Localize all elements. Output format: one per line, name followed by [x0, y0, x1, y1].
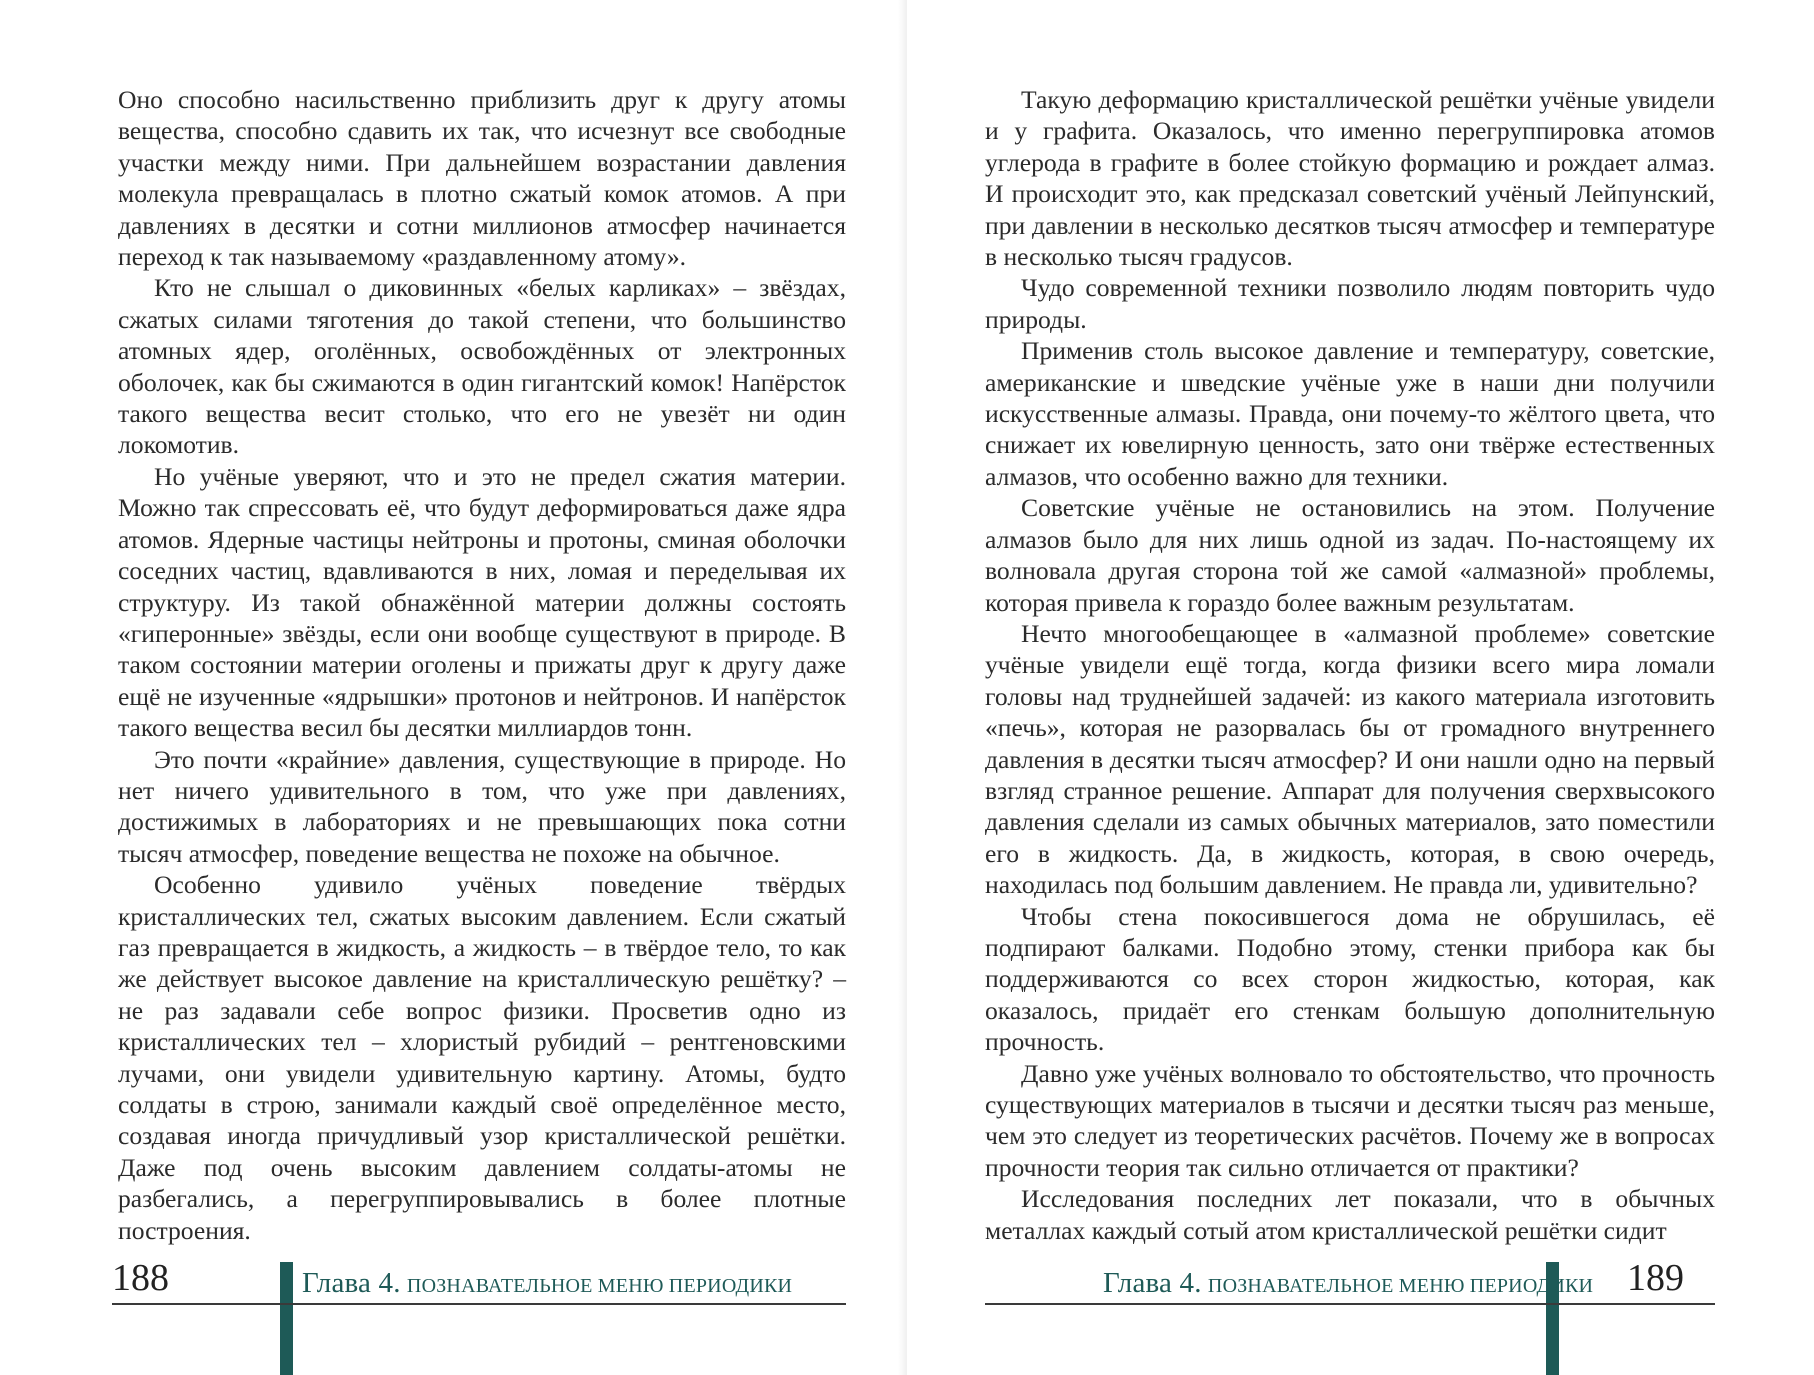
chapter-label: Глава 4.: [1103, 1267, 1202, 1299]
paragraph: Чтобы стена покосившегося дома не обрушилась, её подпирают балками. Подобно этому, стенки прибора как бы поддерживаются со всех сторон жидкостью, которая, как оказалось, придаёт его стенкам большую дополнительную прочность.: [985, 901, 1715, 1057]
paragraph: Советские учёные не остановились на этом. Получение алмазов было для них лишь одной из задач. По-настоящему их волновала другая сторона той же самой «алмазной» проблемы, которая привела к гораздо более важным результатам.: [985, 493, 1715, 617]
paragraph: Кто не слышал о диковинных «белых карликах» – звёздах, сжатых силами тяготения до такой степени, что большинство атомных ядер, оголённых, освобождённых от электронных оболочек, как бы сжимаются в один гигантский комок! Напёрсток такого вещества весит столько, что его не увезёт ни один локомотив.: [118, 273, 846, 460]
page-number: 188: [112, 1257, 169, 1299]
running-footer-chapter: [302, 1268, 792, 1301]
paragraph: Чудо современной техники позволило людям повторить чудо природы.: [985, 273, 1715, 334]
chapter-title: ПОЗНАВАТЕЛЬНОЕ МЕНЮ ПЕРИОДИКИ: [1207, 1275, 1594, 1297]
paragraph: Исследования последних лет показали, что в обычных металлах каждый сотый атом кристаллической решётки сидит: [985, 1184, 1715, 1245]
page-number: 189: [1627, 1257, 1684, 1299]
left-page-body: [118, 84, 846, 1246]
footer-rule: [112, 1303, 846, 1305]
paragraph: Такую деформацию кристаллической решётки учёные увидели и у графита. Оказалось, что именно перегруппировка атомов углерода в графите в более стойкую формацию и рождает алмаз. И происходит это, как предсказал советский учёный Лейпунский, при давлении в несколько десятков тысяч атмосфер и температуре в несколько тысяч градусов.: [985, 85, 1715, 272]
paragraph: Это почти «крайние» давления, существующие в природе. Но нет ничего удивительного в том, что уже при давлениях, достижимых в лабораториях и не превышающих пока сотни тысяч атмосфер, поведение вещества не похоже на обычное.: [118, 744, 846, 868]
chapter-title: ПОЗНАВАТЕЛЬНОЕ МЕНЮ ПЕРИОДИКИ: [406, 1275, 793, 1297]
paragraph: Особенно удивило учёных поведение твёрдых кристаллических тел, сжатых высоким давлением. Если сжатый газ превращается в жидкость, а жидкость – в твёрдое тело, то как же действует высокое давление на кристаллическую решётку? – не раз задавали себе вопрос физики. Просветив одно из кристаллических тел – хлористый рубидий – рентгеновскими лучами, они увидели удивительную картину. Атомы, будто солдаты в строю, занимали каждый своё определённое место, создавая иногда причудливый узор кристаллической решётки. Даже под очень высоким давлением солдаты-атомы не разбегались, а перегруппировывались в более плотные построения.: [118, 870, 846, 1245]
right-page-body: [985, 84, 1715, 1246]
right-page: [907, 0, 1814, 1375]
chapter-label: Глава 4.: [302, 1267, 401, 1299]
paragraph: Применив столь высокое давление и температуру, советские, американские и шведские учёные уже в наши дни получили искусственные алмазы. Правда, они почему-то жёлтого цвета, что снижает их ювелирную ценность, зато они твёрже естественных алмазов, что особенно важно для техники.: [985, 336, 1715, 491]
paragraph: Оно способно насильственно приблизить друг к другу атомы вещества, способно сдавить их так, что исчезнут все свободные участки между ними. При дальнейшем возрастании давления молекула превращалась в плотно сжатый комок атомов. А при давлениях в десятки и сотни миллионов атмосфер начинается переход к так называемому «раздавленному атому».: [118, 85, 846, 272]
chapter-marker-bar: [280, 1262, 293, 1375]
paragraph: Нечто многообещающее в «алмазной проблеме» советские учёные увидели ещё тогда, когда физики всего мира ломали головы над труднейшей задачей: из какого материала изготовить «печь», которая не разорвалась бы от громадного внутреннего давления в десятки тысяч атмосфер? И они нашли одно на первый взгляд странное решение. Аппарат для получения сверхвысокого давления сделали из самых обычных материалов, зато поместили его в жидкость. Да, в жидкость, которая, в свою очередь, находилась под большим давлением. Не правда ли, удивительно?: [985, 618, 1715, 900]
running-footer-chapter: [1103, 1268, 1593, 1301]
paragraph: Но учёные уверяют, что и это не предел сжатия материи. Можно так спрессовать её, что будут деформироваться даже ядра атомов. Ядерные частицы нейтроны и протоны, сминая оболочки соседних частиц, вдавливаются в них, ломая и переделывая их структуру. Из такой обнажённой материи должны состоять «гиперонные» звёзды, если они вообще существуют в природе. В таком состоянии материи оголены и прижаты друг к другу даже ещё не изученные «ядрышки» протонов и нейтронов. И напёрсток такого вещества весил бы десятки миллиардов тонн.: [118, 461, 846, 743]
paragraph: Давно уже учёных волновало то обстоятельство, что прочность существующих материалов в тысячи и десятки тысяч раз меньше, чем это следует из теоретических расчётов. Почему же в вопросах прочности теория так сильно отличается от практики?: [985, 1058, 1715, 1182]
footer-rule: [985, 1303, 1715, 1305]
